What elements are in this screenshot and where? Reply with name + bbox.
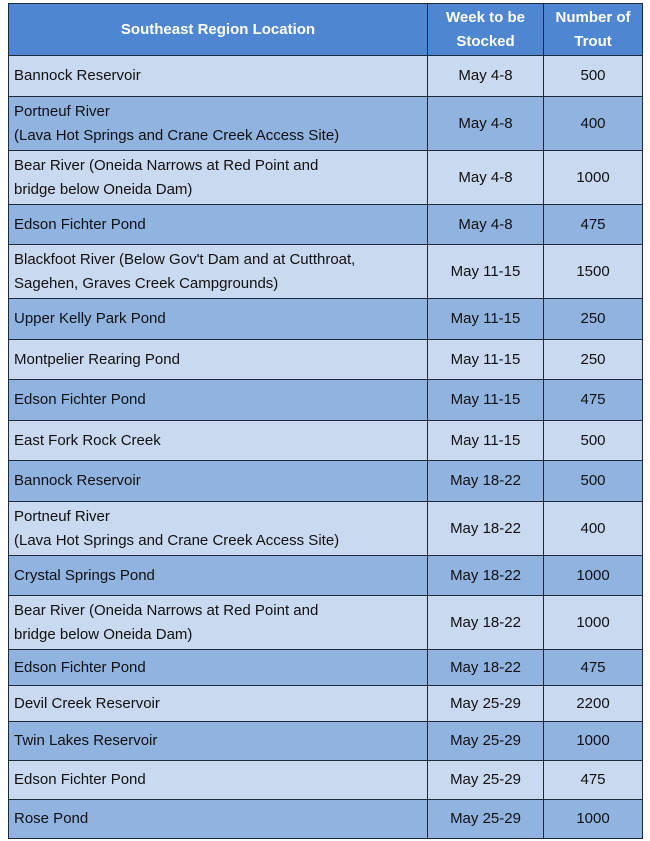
cell-number: 1000 bbox=[544, 722, 643, 761]
cell-week: May 25-29 bbox=[428, 686, 544, 722]
cell-location: Portneuf River (Lava Hot Springs and Crane Creek Access Site) bbox=[9, 97, 428, 151]
cell-location: Edson Fichter Pond bbox=[9, 380, 428, 421]
cell-week: May 18-22 bbox=[428, 650, 544, 686]
cell-week: May 18-22 bbox=[428, 556, 544, 596]
table-header bbox=[9, 4, 643, 56]
header-week: Week to be Stocked bbox=[428, 4, 544, 56]
cell-number: 2200 bbox=[544, 686, 643, 722]
table-row bbox=[9, 56, 643, 97]
cell-number: 1500 bbox=[544, 245, 643, 299]
table-row bbox=[9, 596, 643, 650]
table-row bbox=[9, 800, 643, 839]
cell-number: 500 bbox=[544, 421, 643, 461]
cell-location: Bannock Reservoir bbox=[9, 56, 428, 97]
cell-week: May 11-15 bbox=[428, 340, 544, 380]
cell-week: May 25-29 bbox=[428, 800, 544, 839]
cell-week: May 25-29 bbox=[428, 722, 544, 761]
header-location: Southeast Region Location bbox=[9, 4, 428, 56]
cell-location: Rose Pond bbox=[9, 800, 428, 839]
cell-location: Bear River (Oneida Narrows at Red Point and bridge below Oneida Dam) bbox=[9, 596, 428, 650]
table-row bbox=[9, 151, 643, 205]
cell-location: Upper Kelly Park Pond bbox=[9, 299, 428, 340]
cell-number: 475 bbox=[544, 380, 643, 421]
cell-location: Devil Creek Reservoir bbox=[9, 686, 428, 722]
cell-number: 1000 bbox=[544, 800, 643, 839]
cell-location: East Fork Rock Creek bbox=[9, 421, 428, 461]
cell-week: May 11-15 bbox=[428, 245, 544, 299]
cell-week: May 4-8 bbox=[428, 56, 544, 97]
cell-week: May 4-8 bbox=[428, 151, 544, 205]
cell-number: 400 bbox=[544, 502, 643, 556]
cell-week: May 4-8 bbox=[428, 97, 544, 151]
table-row bbox=[9, 205, 643, 245]
cell-location: Crystal Springs Pond bbox=[9, 556, 428, 596]
cell-location: Edson Fichter Pond bbox=[9, 650, 428, 686]
cell-location: Blackfoot River (Below Gov't Dam and at Cutthroat, Sagehen, Graves Creek Campgrounds) bbox=[9, 245, 428, 299]
cell-number: 1000 bbox=[544, 556, 643, 596]
table-row bbox=[9, 299, 643, 340]
cell-number: 475 bbox=[544, 650, 643, 686]
cell-week: May 25-29 bbox=[428, 761, 544, 800]
cell-week: May 18-22 bbox=[428, 502, 544, 556]
cell-number: 475 bbox=[544, 205, 643, 245]
cell-week: May 18-22 bbox=[428, 596, 544, 650]
cell-location: Bear River (Oneida Narrows at Red Point and bridge below Oneida Dam) bbox=[9, 151, 428, 205]
table-body bbox=[9, 56, 643, 839]
table-row bbox=[9, 380, 643, 421]
table-row bbox=[9, 421, 643, 461]
table-row bbox=[9, 761, 643, 800]
stocking-schedule-table bbox=[8, 3, 643, 839]
cell-location: Montpelier Rearing Pond bbox=[9, 340, 428, 380]
cell-number: 475 bbox=[544, 761, 643, 800]
cell-week: May 11-15 bbox=[428, 421, 544, 461]
cell-location: Edson Fichter Pond bbox=[9, 205, 428, 245]
table-row bbox=[9, 97, 643, 151]
table-row bbox=[9, 722, 643, 761]
cell-number: 1000 bbox=[544, 151, 643, 205]
header-row bbox=[9, 4, 643, 56]
cell-number: 1000 bbox=[544, 596, 643, 650]
cell-week: May 4-8 bbox=[428, 205, 544, 245]
cell-location: Bannock Reservoir bbox=[9, 461, 428, 502]
cell-week: May 11-15 bbox=[428, 380, 544, 421]
table-row bbox=[9, 686, 643, 722]
table-row bbox=[9, 245, 643, 299]
table-row bbox=[9, 650, 643, 686]
cell-number: 500 bbox=[544, 461, 643, 502]
cell-number: 250 bbox=[544, 299, 643, 340]
cell-location: Twin Lakes Reservoir bbox=[9, 722, 428, 761]
cell-number: 400 bbox=[544, 97, 643, 151]
table-row bbox=[9, 502, 643, 556]
cell-location: Portneuf River (Lava Hot Springs and Crane Creek Access Site) bbox=[9, 502, 428, 556]
header-number: Number of Trout bbox=[544, 4, 643, 56]
table-row bbox=[9, 461, 643, 502]
cell-number: 500 bbox=[544, 56, 643, 97]
table-row bbox=[9, 340, 643, 380]
cell-number: 250 bbox=[544, 340, 643, 380]
cell-week: May 18-22 bbox=[428, 461, 544, 502]
table-row bbox=[9, 556, 643, 596]
cell-week: May 11-15 bbox=[428, 299, 544, 340]
cell-location: Edson Fichter Pond bbox=[9, 761, 428, 800]
